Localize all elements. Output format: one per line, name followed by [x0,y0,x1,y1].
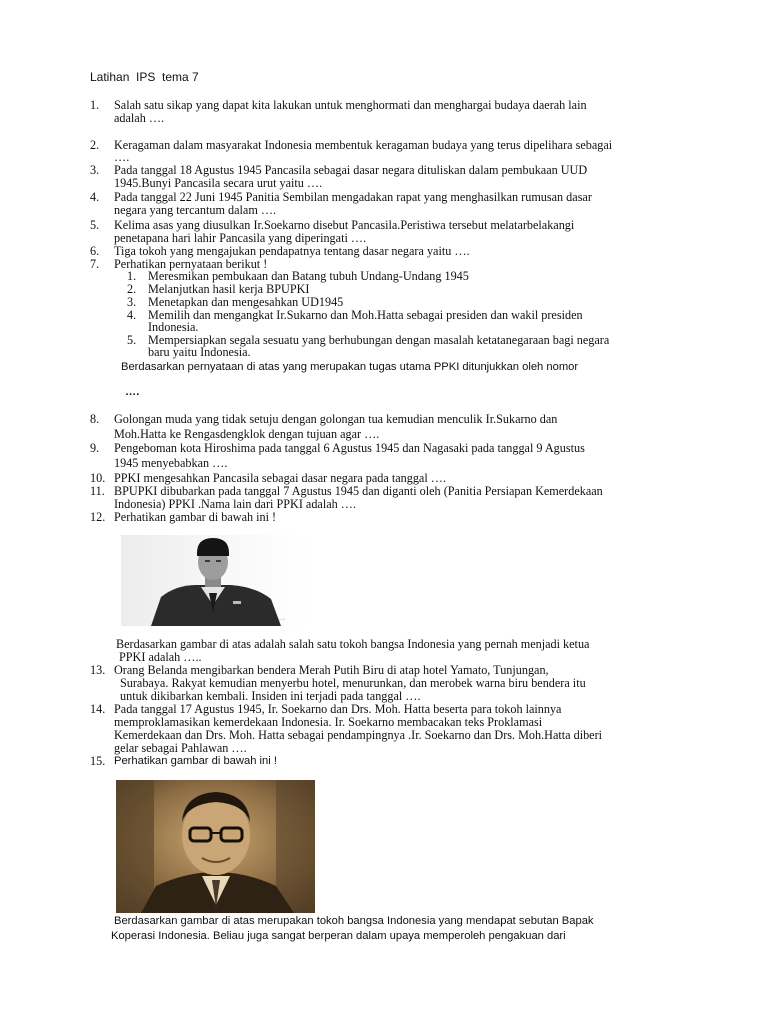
question-text: adalah …. [114,111,165,125]
question-number: 8. [90,412,100,426]
question-text: gelar sebagai Pahlawan …. [114,741,247,755]
question-text: Tiga tokoh yang mengajukan pendapatnya tentang dasar negara yaitu …. [114,244,470,258]
question-number: 10. [90,471,106,485]
question-text: Pada tanggal 18 Agustus 1945 Pancasila sebagai dasar negara dituliskan dalam pembukaan UUD [114,163,588,177]
statement-text: Melanjutkan hasil kerja BPUPKI [148,282,310,296]
question-text: 1945 menyebabkan …. [114,456,228,470]
question-number: 2. [90,138,100,152]
question-text: Pada tanggal 22 Juni 1945 Panitia Sembilan mengadakan rapat yang menghasilkan rumusan dasar [114,190,592,204]
question-number: 12. [90,510,106,524]
question-number: 7. [90,257,100,271]
statement-number: 3. [127,295,137,309]
question-text: untuk dikibarkan kembali. Insiden ini terjadi pada tanggal …. [120,689,421,703]
portrait-image [121,535,312,626]
answer-dots: …. [125,386,140,398]
statement-text: Menetapkan dan mengesahkan UD1945 [148,295,344,309]
question-text: memproklamasikan kemerdekaan Indonesia. Ir. Soekarno membacakan teks Proklamasi [114,715,543,729]
question-text: Kemerdekaan dan Drs. Moh. Hatta sebagai pendampingnya .Ir. Soekarno dan Drs. Moh.Hatta diberi [114,728,603,742]
question-text: 1945.Bunyi Pancasila secara urut yaitu …. [114,176,323,190]
question-number: 1. [90,98,100,112]
question-text: Keragaman dalam masyarakat Indonesia membentuk keragaman budaya yang terus dipelihara sebagai [114,138,613,152]
question-number: 15. [90,754,106,768]
question-follow-text: Berdasarkan gambar di atas adalah salah satu tokoh bangsa Indonesia yang pernah menjadi ketua [116,637,590,651]
statement-number: 2. [127,282,137,296]
question-text: Perhatikan pernyataan berikut ! [114,257,268,271]
question-follow-text: PPKI adalah ….. [119,650,202,664]
question-text: negara yang tercantum dalam …. [114,203,277,217]
question-number: 9. [90,441,100,455]
statement-text: Indonesia. [148,320,199,334]
question-text: Surabaya. Rakyat kemudian menyerbu hotel, menurunkan, dan merobek warna biru bendera itu [120,676,586,690]
statement-text: Mempersiapkan segala sesuatu yang berhubungan dengan masalah ketatanegaraan bagi negara [148,333,610,347]
question-text: Pada tanggal 17 Agustus 1945, Ir. Soekarno dan Drs. Moh. Hatta beserta para tokoh lainnya [114,702,562,716]
question-text: penetapana hari lahir Pancasila yang diperingati …. [114,231,367,245]
statement-number: 5. [127,333,137,347]
question-text: Perhatikan gambar di bawah ini ! [114,755,277,767]
statement-number: 4. [127,308,137,322]
portrait-image [116,780,315,913]
question-follow-text: Berdasarkan pernyataan di atas yang merupakan tugas utama PPKI ditunjukkan oleh nomor [121,361,579,373]
question-text: BPUPKI dibubarkan pada tanggal 7 Agustus 1945 dan diganti oleh (Panitia Persiapan Kemerdekaan [114,484,603,498]
question-number: 5. [90,218,100,232]
question-text: Moh.Hatta ke Rengasdengklok dengan tujuan agar …. [114,427,380,441]
question-text: Salah satu sikap yang dapat kita lakukan untuk menghormati dan menghargai budaya daerah lain [114,98,587,112]
question-text: Orang Belanda mengibarkan bendera Merah Putih Biru di atap hotel Yamato, Tunjungan, [114,663,549,677]
question-number: 11. [90,484,105,498]
question-text: Pengeboman kota Hiroshima pada tanggal 6 Agustus 1945 dan Nagasaki pada tanggal 9 Agustus [114,441,585,455]
question-text: Indonesia) PPKI .Nama lain dari PPKI adalah …. [114,497,357,511]
question-text: Kelima asas yang diusulkan Ir.Soekarno disebut Pancasila.Peristiwa tersebut melatarbelakangi [114,218,575,232]
statement-text: baru yaitu Indonesia. [148,345,251,359]
portrait-photo-peci [121,535,312,626]
question-follow-text: Koperasi Indonesia. Beliau juga sangat berperan dalam upaya memperoleh pengakuan dari [111,930,566,942]
question-text: Golongan muda yang tidak setuju dengan golongan tua kemudian menculik Ir.Sukarno dan [114,412,558,426]
question-number: 4. [90,190,100,204]
statement-text: Memilih dan mengangkat Ir.Sukarno dan Moh.Hatta sebagai presiden dan wakil presiden [148,308,583,322]
statement-text: Meresmikan pembukaan dan Batang tubuh Undang-Undang 1945 [148,269,469,283]
statement-number: 1. [127,269,137,283]
question-text: Perhatikan gambar di bawah ini ! [114,510,277,524]
question-text: PPKI mengesahkan Pancasila sebagai dasar negara pada tanggal …. [114,471,446,485]
page-title: Latihan IPS tema 7 [90,70,199,84]
svg-text:·····: ····· [279,617,286,622]
question-number: 3. [90,163,100,177]
question-number: 14. [90,702,106,716]
portrait-photo-glasses [116,780,315,913]
question-follow-text: Berdasarkan gambar di atas merupakan tokoh bangsa Indonesia yang mendapat sebutan Bapak [114,915,594,927]
question-text: …. [114,150,130,164]
question-number: 6. [90,244,100,258]
question-number: 13. [90,663,106,677]
